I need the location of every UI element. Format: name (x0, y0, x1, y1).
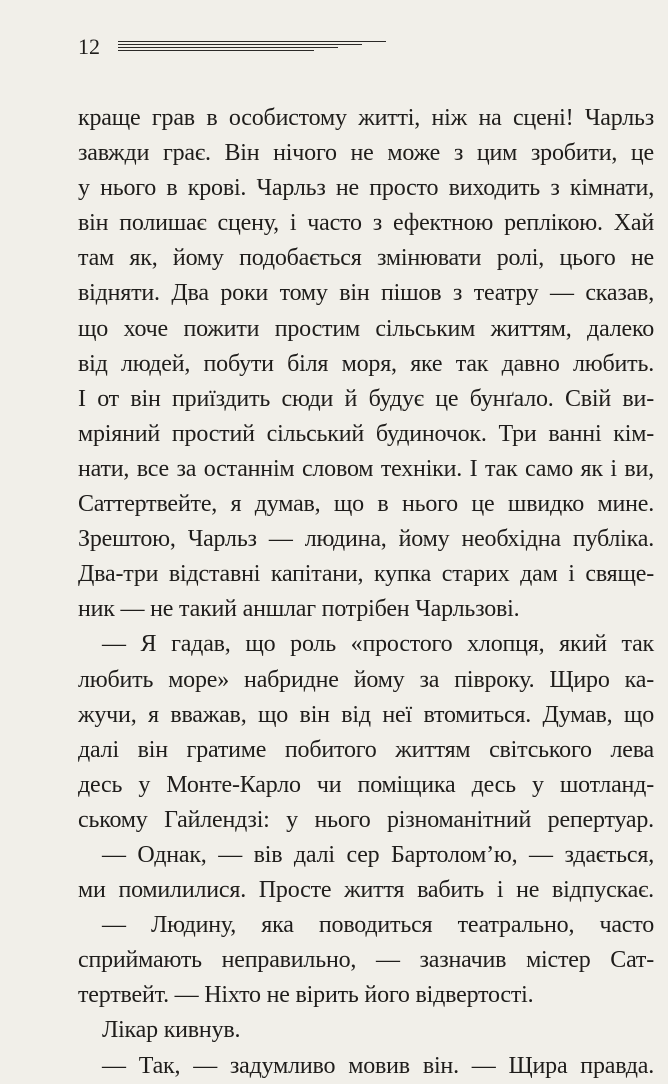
text-line: відняти. Два роки тому він пішов з театру — сказав, (78, 280, 654, 307)
text-line: там як, йому подобається змінювати ролі, цього не (78, 245, 654, 272)
text-line: Два-три відставні капітани, купка старих дам і свяще- (78, 561, 654, 588)
header-rule-line (118, 47, 338, 48)
text-line: любить море» набридне йому за півроку. Щиро ка- (78, 666, 654, 693)
page-number: 12 (78, 34, 100, 59)
text-line: — Людину, яка поводиться театрально, часто (102, 912, 654, 939)
header-decorative-rule (118, 41, 386, 53)
text-line: далі він гратиме побитого життям світського лева (78, 736, 654, 763)
text-line: від людей, побути біля моря, яке так давно любить. (78, 350, 654, 377)
text-line: нати, все за останнім словом техніки. І так само як і ви, (78, 455, 654, 482)
text-line: завжди грає. Він нічого не може з цим зробити, це (78, 140, 654, 167)
text-line: жучи, я вважав, що він від неї втомиться. Думав, що (78, 701, 654, 728)
text-line: у нього в крові. Чарльз не просто виходить з кімнати, (78, 175, 654, 202)
text-line: мріяний простий сільський будиночок. Три ванні кім- (78, 420, 654, 447)
text-line: краще грав в особистому житті, ніж на сцені! Чарльз (78, 105, 654, 131)
text-line: ському Гайлендзі: у нього різноманітний репертуар. (78, 806, 654, 833)
text-line: він полишає сцену, і часто з ефектною реплікою. Хай (78, 210, 654, 237)
text-line: — Так, — задумливо мовив він. — Щира правда. (102, 1052, 654, 1079)
header-rule-line (118, 44, 362, 45)
page-header (78, 34, 388, 60)
text-line: десь у Монте-Карло чи поміщика десь у шотланд- (78, 771, 654, 798)
text-line: тертвейт. — Ніхто не вірить його відвертості. (78, 982, 534, 1009)
header-rule-line (118, 41, 386, 42)
text-line: Зрештою, Чарльз — людина, йому необхідна публіка. (78, 526, 654, 553)
text-line: — Однак, — вів далі сер Бартоломʼю, — здається, (102, 841, 654, 868)
text-line: сприймають неправильно, — зазначив містер Сат- (78, 947, 654, 974)
text-line: ми помилилися. Просте життя вабить і не відпускає. (78, 877, 654, 904)
text-line: І от він приїздить сюди й будує це бунґало. Свій ви- (78, 385, 654, 412)
text-line: Саттертвейте, я думав, що в нього це швидко мине. (78, 491, 654, 518)
header-rule-line (118, 50, 314, 51)
text-line: що хоче пожити простим сільським життям, далеко (78, 315, 654, 342)
body-text (78, 101, 654, 1084)
text-line: Лікар кивнув. (102, 1017, 241, 1044)
text-line: ник — не такий аншлаг потрібен Чарльзові. (78, 596, 520, 623)
text-line: — Я гадав, що роль «простого хлопця, який так (102, 631, 654, 658)
